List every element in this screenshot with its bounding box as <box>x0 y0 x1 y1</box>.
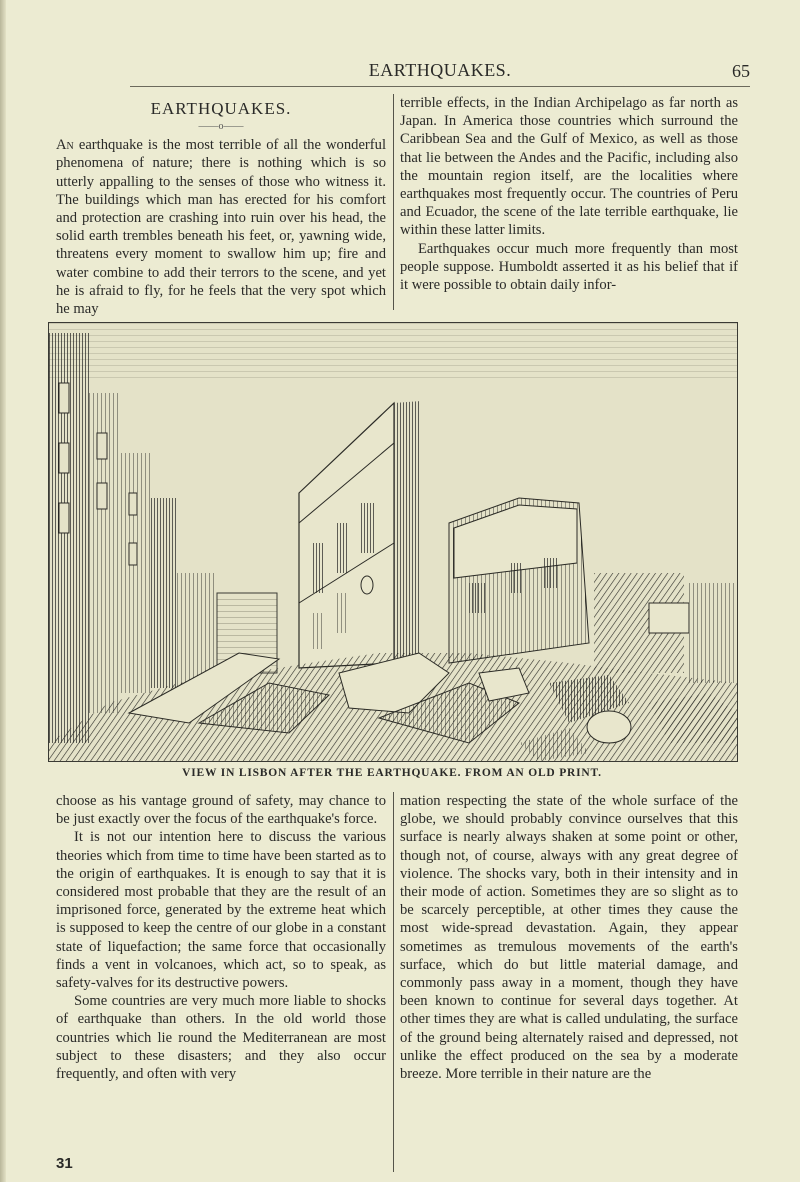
paragraph: choose as his vantage ground of safety, may chance to be just exactly over the focus of the earthquake's force. <box>56 793 386 828</box>
opening-text: earthquake is the most terrible of all the wonderful phenomena of nature; there is nothing which is so utterly appalling to the senses of those who witness it. The buildings which man has erected for his comfort and protection are crashing into ruin over his head, the solid earth trembles beneath his feet, or, yawning wide, threatens every moment to swallow him up; fire and water combine to add their terrors to the scene, and yet he is afraid to fly, for he feels that the very spot which he may <box>56 137 386 318</box>
section-title: EARTHQUAKES. <box>150 99 292 118</box>
column-divider-top <box>393 94 394 310</box>
figure-caption: VIEW IN LISBON AFTER THE EARTHQUAKE. FROM AN OLD PRINT. <box>182 767 602 779</box>
running-head-title: EARTHQUAKES. <box>368 60 512 80</box>
paragraph: It is not our intention here to discuss the various theories which from time to time have been started as to the origin of earthquakes. It is enough to say that it is considered most probable that they are the result of an imprisoned force, generated by the extreme heat which is supposed to keep the centre of our globe in a constant state of liquefaction; the same force that occasionally finds a vent in volcanoes, which act, so to speak, as safety-valves for its destructive powers. <box>56 829 386 992</box>
engraving-drawing <box>49 323 737 761</box>
running-head <box>130 60 750 84</box>
top-right-column <box>400 94 738 294</box>
page-binding-edge <box>0 0 6 1182</box>
bottom-right-column <box>400 792 738 1083</box>
title-ornament: ——o—— <box>198 121 244 133</box>
bottom-left-column <box>56 792 386 1083</box>
paragraph: Some countries are very much more liable to shocks of earthquake than others. In the old world those countries which lie round the Mediterranean are most subject to these disasters; and they also occur frequently, and often with very <box>56 993 386 1083</box>
lisbon-ruins-illustration <box>48 322 738 762</box>
top-left-column <box>56 100 386 318</box>
paragraph: Earthquakes occur much more frequently than most people suppose. Humboldt asserted it as his belief that if it were possible to obtain daily infor- <box>400 240 738 294</box>
page-number: 65 <box>732 61 750 81</box>
paragraph: mation respecting the state of the whole surface of the globe, we should probably convince ourselves that this surface is nearly always shaken at some point or other, though not, of course, always with any great degree of violence. The shocks vary, both in their intensity and in their mode of action. Sometimes they are so slight as to be scarcely perceptible, at other times they cause the most wide-spread devastation. Again, they appear sometimes as tremulous movements of the earth's surface, which do but little material damage, and commonly pass away in a moment, though they have been known to continue for several days together. At other times they are what is called undulating, the surface of the ground being alternately raised and depressed, not unlike the effect produced on the sea by a moderate breeze. More terrible in their nature are the <box>400 793 738 1083</box>
header-rule <box>130 86 750 87</box>
paragraph: terrible effects, in the Indian Archipelago as far north as Japan. In America those countries which surround the Caribbean Sea and the Gulf of Mexico, as well as those that lie between the Andes and the Pacific, including also the mountain region itself, are the localities where earthquakes most frequently occur. The countries of Peru and Ecuador, the scene of the late terrible earthquake, lie within these latter limits. <box>400 95 738 239</box>
signature-mark: 31 <box>56 1155 73 1172</box>
dropcap-word: An <box>56 137 74 154</box>
column-divider-bottom <box>393 792 394 1172</box>
opening-paragraph <box>56 136 386 318</box>
